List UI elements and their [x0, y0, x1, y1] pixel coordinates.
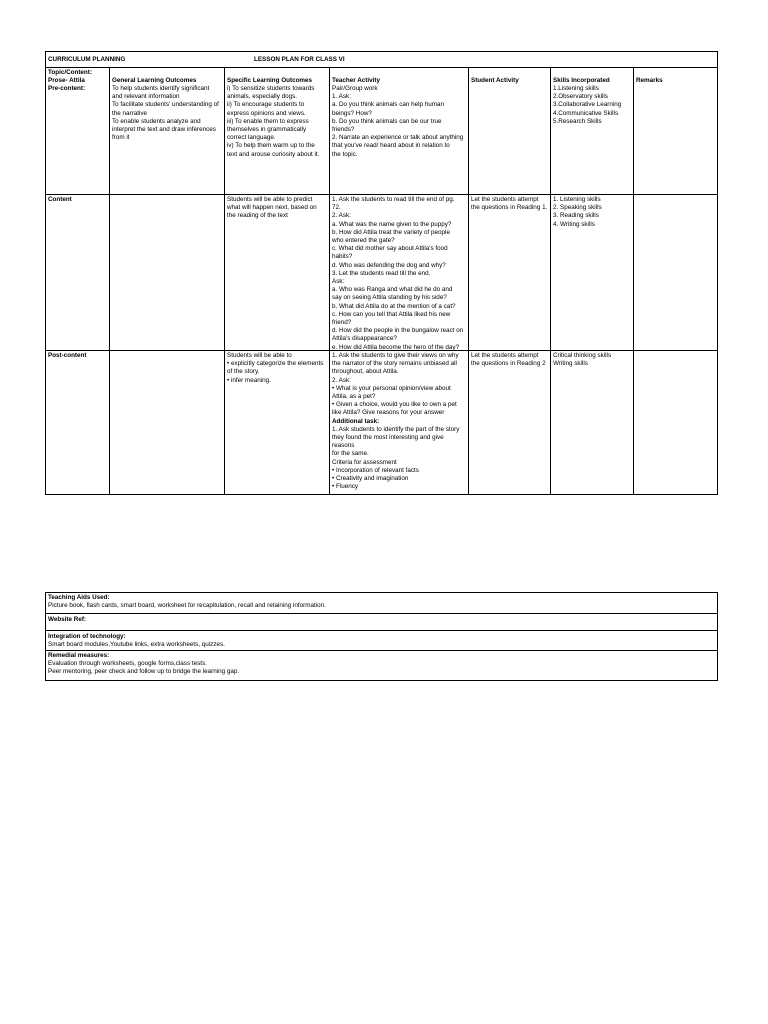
- post-content-specific-outcomes: Students will be able to • explicitly categorize the elements of the story. • infer meaning.: [227, 352, 324, 384]
- post-content-student-activity: Let the students attempt the questions in Reading 2: [471, 352, 546, 368]
- column-divider: [109, 67, 110, 494]
- column-divider: [468, 67, 469, 494]
- column-divider: [633, 67, 634, 494]
- content-skills: 1. Listening skills 2. Speaking skills 3. Reading skills 4. Writing skills: [553, 196, 602, 228]
- additional-task-label: Additional task:: [332, 417, 380, 425]
- column-header-general: General Learning Outcomes: [112, 77, 197, 84]
- resources-divider: [45, 613, 717, 614]
- stage-content: Content: [48, 196, 72, 203]
- column-divider: [224, 67, 225, 494]
- additional-task-text: 1. Ask students to identify the part of the story they found the most interesting and give reasons for the same. Criteria for assessment • Incorporation of relevant facts • Creativity and imagination • Fluency: [332, 425, 460, 491]
- content-student-activity: Let the students attempt the questions in Reading 1.: [471, 196, 548, 212]
- header-divider: [45, 67, 717, 68]
- remedial-text-1: Evaluation through worksheets, google forms,class tests.: [48, 660, 207, 667]
- remedial-label: Remedial measures:: [48, 652, 110, 659]
- remedial-text-2: Peer mentoring, peer check and follow up to bridge the learning gap.: [48, 668, 240, 675]
- resources-divider: [45, 630, 717, 631]
- topic-label: Topic/Content:: [48, 69, 92, 76]
- header-lesson-plan: LESSON PLAN FOR CLASS VI: [254, 56, 345, 63]
- technology-label: Integration of technology:: [48, 633, 126, 640]
- stage-post-content: Post-content: [48, 352, 87, 359]
- teaching-aids-label: Teaching Aids Used:: [48, 594, 110, 601]
- column-header-specific: Specific Learning Outcomes: [227, 77, 313, 84]
- column-header-teacher: Teacher Activity: [332, 77, 380, 84]
- content-teacher-activity: 1. Ask the students to read till the end of pg. 72. 2. Ask: a. What was the name given to the puppy? b. How did Attila treat the variety of people who entered the gate? c. What did mother say about Attila's food habits? d. Who was defending the dog and why? 3. Let the students read till the end. Ask: a. Who was Ranga and what did he do and say on seeing Attila standing by his side? b. What did Attila do at the mention of a cat? c. How can you tell that Attila liked his new friend? d. How did the people in the bungalow react on Attila's disappearance? e. How did Attila become the hero of the day?: [332, 196, 464, 351]
- pre-content-specific-outcomes: i) To sensitize students towards animals, especially dogs. ii) To encourage students to express opinions and views. iii) To enable them to express themselves in grammatically correct language. iv) To help them warm up to the text and arouse curiosity about it.: [227, 85, 320, 158]
- website-ref-label: Website Ref:: [48, 616, 87, 623]
- post-content-skills: Critical thinking skills Writing skills: [553, 352, 612, 368]
- column-header-student: Student Activity: [471, 77, 519, 84]
- teaching-aids-text: Picture book, flash cards, smart board, worksheet for recapitulation, recall and retaining information.: [48, 602, 326, 609]
- topic-value: Prose- Attila: [48, 77, 85, 84]
- row-divider-content: [45, 194, 717, 195]
- column-divider: [329, 67, 330, 494]
- content-specific-outcomes: Students will be able to predict what will happen next, based on the reading of the text: [227, 196, 317, 220]
- post-content-teacher-activity: 1. Ask the students to give their views on why the narrator of the story remains unbiased all throughout, about Attila. 2. Ask: • What is your personal opinion/view about Attila, as a pet? • Given a choice, would you like to own a pet like Attila? Give reasons for your answer: [332, 352, 459, 417]
- pre-content-skills: 1.Listening skills 2.Observatory skills 3.Collaborative Learning 4.Communicative Skills 5.Research Skills: [553, 85, 622, 125]
- pre-content-teacher-activity: Pair/Group work 1. Ask: a. Do you think animals can help human beings? How? b. Do you think animals can be our true friends? 2. Narrate an experience or talk about anything that you've read/ heard about in relation to the topic.: [332, 85, 464, 158]
- technology-text: Smart board modules,Youtube links, extra worksheets, quizzes.: [48, 641, 225, 648]
- header-curriculum-planning: CURRICULUM PLANNING: [48, 56, 126, 63]
- column-divider: [550, 67, 551, 494]
- column-header-remarks: Remarks: [636, 77, 663, 84]
- column-header-skills: Skills Incorporated: [553, 77, 610, 84]
- stage-pre-content: Pre-content:: [48, 85, 86, 92]
- pre-content-general-outcomes: To help students identify significant and relevant information To facilitate students' understanding of the narrative To enable students analyze and interpret the text and draw inferences from it: [112, 85, 219, 142]
- resources-divider: [45, 650, 717, 651]
